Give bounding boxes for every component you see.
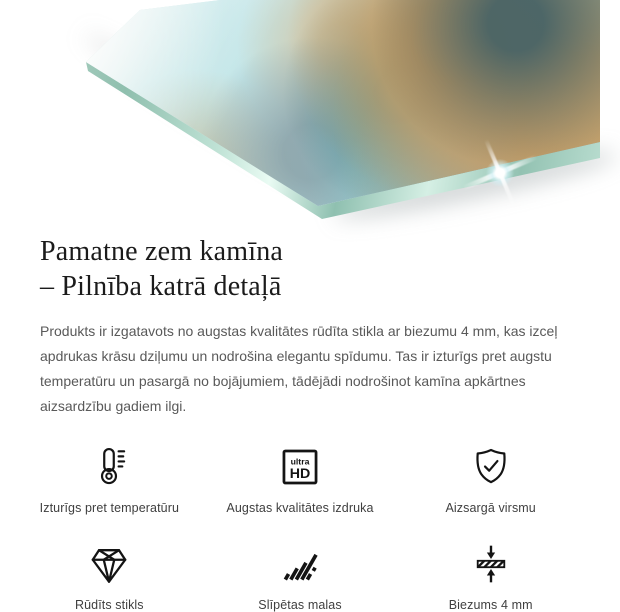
feature-label: Biezums 4 mm [448,598,533,612]
product-photo [0,0,600,230]
feature-grid [14,443,586,612]
feature-label: Slīpētas malas [258,598,342,612]
diamond-icon [86,540,132,586]
page-title [40,234,560,304]
shield-check-icon [469,443,513,489]
feature-surface-protection [395,443,586,515]
thickness-icon [469,540,513,586]
feature-label: Izturīgs pret temperatūru [39,501,180,515]
page-title-line2: – Pilnība katrā detaļā [40,271,282,302]
feature-print-quality [205,443,396,515]
feature-label: Rūdīts stikls [74,598,144,612]
feature-temperature-resistant [14,443,205,515]
page-title-line1: Pamatne zem kamīna [40,236,284,267]
feature-label: Aizsargā virsmu [445,501,536,515]
beveled-edges-icon [278,540,322,586]
thermometer-icon [87,443,131,489]
content-block [0,230,600,612]
svg-text:HD: HD [289,466,311,482]
feature-tempered-glass [14,540,205,612]
feature-polished-edges [205,540,396,612]
product-description: Produkts ir izgatavots no augstas kvalitātes rūdīta stikla ar biezumu 4 mm, kas izceļ apdrukas krāsu dziļumu un nodrošina elegantu spīdumu. Tas ir izturīgs pret augstu temperatūru un pasargā no bojājumiem, tādējādi nodrošinot kamīna apkārtnes aizsardzību gadiem ilgi. [40,323,558,414]
ultra-hd-icon [278,443,322,489]
svg-text:ultra: ultra [290,456,310,467]
feature-thickness [395,540,586,612]
feature-label: Augstas kvalitātes izdruka [226,501,374,515]
